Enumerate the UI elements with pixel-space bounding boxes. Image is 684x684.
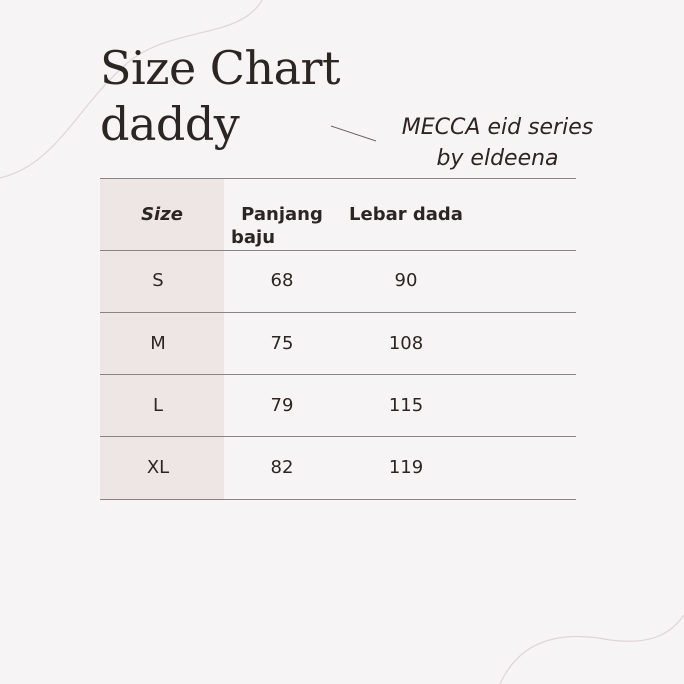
table-rule-row — [100, 312, 576, 313]
collection-subtitle — [385, 112, 610, 174]
row-length: 82 — [270, 457, 294, 478]
row-length: 75 — [270, 333, 294, 354]
row-length: 68 — [270, 270, 294, 291]
decorative-curve-bottom-right — [500, 615, 684, 684]
table-rule-header — [100, 250, 576, 251]
size-chart-table — [100, 178, 576, 500]
header-length-line-1: Panjang — [241, 204, 323, 225]
title-line-1: Size Chart — [100, 41, 341, 95]
subtitle-line-1: MECCA eid series — [401, 115, 594, 140]
table-rule-row — [100, 374, 576, 375]
table-rule-row — [100, 436, 576, 437]
subtitle-line-2: by eldeena — [436, 146, 559, 171]
table-rule-bottom — [100, 499, 576, 500]
header-size: Size — [141, 204, 183, 225]
page-title — [100, 40, 340, 152]
row-size: M — [150, 333, 166, 354]
row-chest: 90 — [394, 270, 418, 291]
row-size: XL — [146, 457, 170, 478]
header-length-line-2: baju — [231, 227, 276, 248]
row-size: L — [152, 395, 164, 416]
header-length — [230, 203, 334, 249]
row-chest: 115 — [388, 395, 424, 416]
row-chest: 119 — [388, 457, 424, 478]
row-size: S — [152, 270, 164, 291]
table-rule-top — [100, 178, 576, 179]
header-chest: Lebar dada — [349, 204, 463, 225]
row-length: 79 — [270, 395, 294, 416]
row-chest: 108 — [388, 333, 424, 354]
title-line-2: daddy — [100, 97, 240, 151]
